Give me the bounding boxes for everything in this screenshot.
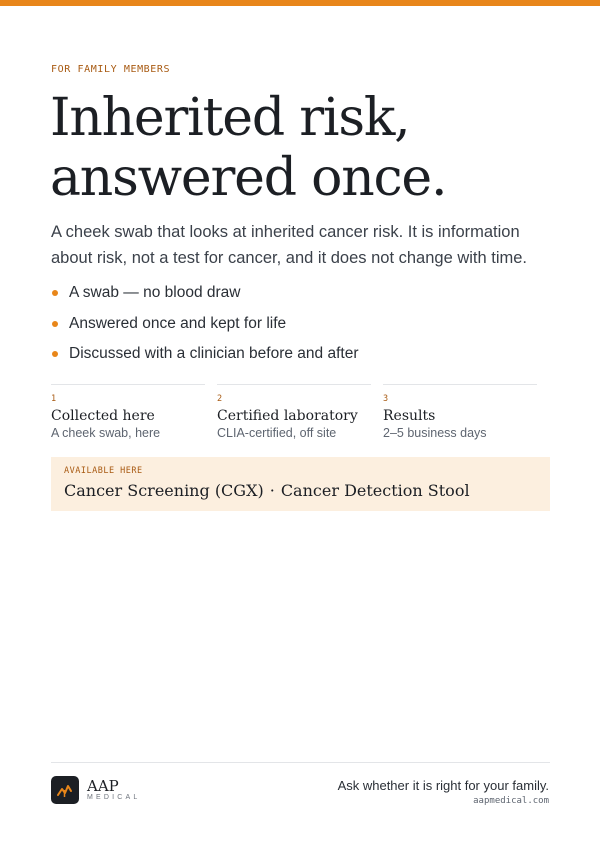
headline [50, 88, 570, 208]
step-number: 2 [217, 394, 223, 404]
benefit-item [51, 342, 358, 373]
step-number: 1 [51, 394, 57, 404]
step-collected [51, 384, 205, 441]
eyebrow-label: FOR FAMILY MEMBERS [51, 64, 171, 75]
service-cgx: Cancer Screening (CGX) [64, 481, 264, 500]
step-number: 3 [383, 394, 389, 404]
step-laboratory [217, 384, 371, 441]
footer-cta: Ask whether it is right for your family. [337, 778, 549, 793]
lede-paragraph: A cheek swab that looks at inherited cancer risk. It is information about risk, not a test for cancer, and it does not change with time. [51, 223, 528, 267]
step-results [383, 384, 537, 441]
bullet-dot-icon [52, 321, 58, 327]
step-title: Results [383, 408, 436, 424]
step-subtitle: 2–5 business days [383, 426, 487, 440]
service-separator: · [269, 481, 275, 500]
headline-line-1: Inherited risk, [50, 88, 410, 148]
benefit-item [51, 281, 358, 312]
headline-line-2: answered once. [50, 148, 447, 208]
logo-subtext: MEDICAL [87, 794, 141, 801]
benefit-item [51, 312, 358, 343]
service-stool: Cancer Detection Stool [280, 481, 470, 500]
step-title: Collected here [51, 408, 155, 424]
process-steps [51, 384, 541, 441]
bullet-dot-icon [52, 351, 58, 357]
top-accent-bar [0, 0, 600, 6]
aap-logo-icon [51, 776, 79, 804]
bullet-dot-icon [52, 290, 58, 296]
available-services [64, 481, 537, 500]
logo-wordmark: AAP [87, 777, 119, 795]
step-title: Certified laboratory [217, 408, 358, 424]
step-subtitle: A cheek swab, here [51, 426, 161, 440]
available-here-panel [51, 457, 550, 511]
footer-divider [51, 762, 550, 763]
benefit-list [51, 281, 358, 373]
benefit-text: A swab — no blood draw [69, 284, 241, 301]
step-subtitle: CLIA-certified, off site [217, 426, 337, 440]
benefit-text: Discussed with a clinician before and after [69, 345, 359, 362]
website-url[interactable]: aapmedical.com [473, 796, 549, 806]
available-label: AVAILABLE HERE [64, 466, 143, 476]
benefit-text: Answered once and kept for life [69, 314, 287, 332]
